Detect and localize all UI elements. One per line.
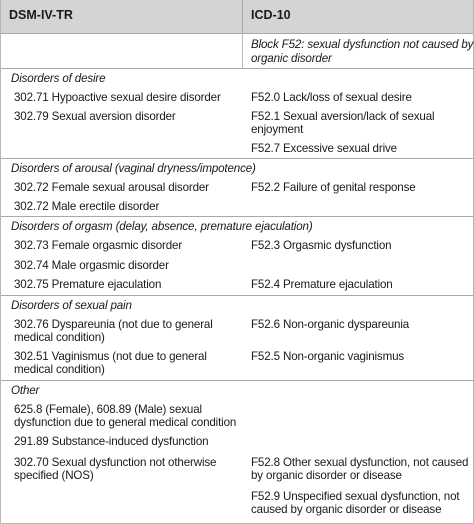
section-divider [1, 158, 473, 159]
icd-entry: F52.1 Sexual aversion/lack of sexual [251, 110, 435, 123]
dsm-entry-cont: medical condition) [14, 363, 105, 376]
block-note-line2: organic disorder [251, 52, 332, 65]
icd-entry: F52.8 Other sexual dysfunction, not caused [251, 456, 469, 469]
dsm-entry: 302.70 Sexual dysfunction not otherwise [14, 456, 217, 469]
icd-entry-cont: caused by organic disorder or disease [251, 503, 442, 516]
section-divider [1, 295, 473, 296]
section-divider [1, 380, 473, 381]
icd-entry: F52.0 Lack/loss of sexual desire [251, 91, 412, 104]
dsm-entry: 625.8 (Female), 608.89 (Male) sexual [14, 403, 202, 416]
icd-entry: F52.4 Premature ejaculation [251, 278, 393, 291]
dsm-entry: 302.79 Sexual aversion disorder [14, 110, 176, 123]
icd-entry: F52.3 Orgasmic dysfunction [251, 239, 392, 252]
dsm-entry: 291.89 Substance-induced dysfunction [14, 435, 209, 448]
header-column-divider [242, 0, 243, 33]
dsm-entry: 302.74 Male orgasmic disorder [14, 259, 169, 272]
section-title-sexual-pain: Disorders of sexual pain [11, 299, 132, 312]
section-divider [1, 216, 473, 217]
section-title-arousal: Disorders of arousal (vaginal dryness/impotence) [11, 162, 256, 175]
dsm-entry-cont: medical condition) [14, 331, 105, 344]
icd-entry: F52.6 Non-organic dyspareunia [251, 318, 410, 331]
dsm-entry-cont: dysfunction due to general medical condition [14, 416, 237, 429]
dsm-entry: 302.72 Female sexual arousal disorder [14, 181, 209, 194]
header-icd: ICD-10 [251, 8, 291, 22]
table-header [1, 0, 473, 34]
section-title-desire: Disorders of desire [11, 72, 106, 85]
icd-entry: F52.9 Unspecified sexual dysfunction, not [251, 490, 460, 503]
dsm-entry: 302.71 Hypoactive sexual desire disorder [14, 91, 221, 104]
section-title-other: Other [11, 384, 40, 397]
icd-entry-cont: enjoyment [251, 123, 304, 136]
icd-entry: F52.7 Excessive sexual drive [251, 142, 397, 155]
dsm-entry: 302.72 Male erectile disorder [14, 200, 160, 213]
dsm-entry: 302.75 Premature ejaculation [14, 278, 162, 291]
dsm-entry: 302.51 Vaginismus (not due to general [14, 350, 207, 363]
dsm-entry-cont: specified (NOS) [14, 469, 94, 482]
header-dsm: DSM-IV-TR [9, 8, 73, 22]
dsm-entry: 302.76 Dyspareunia (not due to general [14, 318, 213, 331]
icd-entry: F52.2 Failure of genital response [251, 181, 416, 194]
section-title-orgasm: Disorders of orgasm (delay, absence, premature ejaculation) [11, 220, 313, 233]
dsm-entry: 302.73 Female orgasmic disorder [14, 239, 183, 252]
block-column-divider [242, 33, 243, 69]
icd-entry: F52.5 Non-organic vaginismus [251, 350, 405, 363]
section-divider [1, 68, 473, 69]
icd-entry-cont: by organic disorder or disease [251, 469, 402, 482]
block-note-line1: Block F52: sexual dysfunction not caused by [251, 38, 474, 51]
